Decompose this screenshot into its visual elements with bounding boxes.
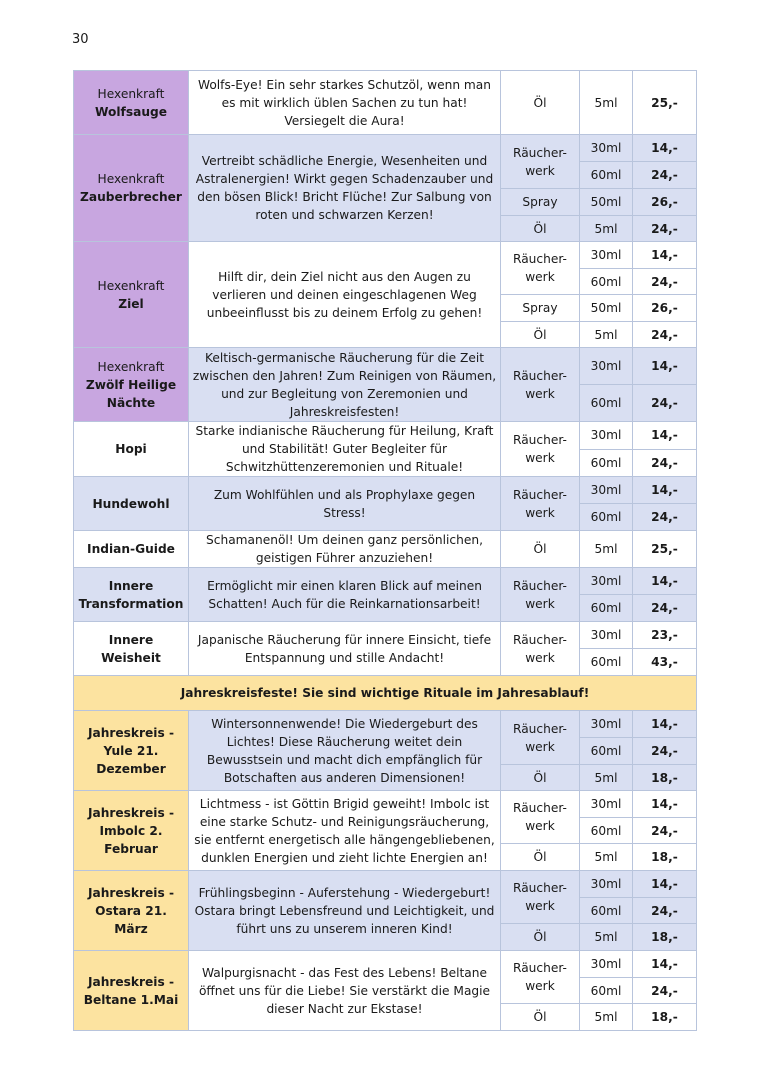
product-type: Öl xyxy=(501,924,580,951)
product-size: 5ml xyxy=(580,1004,633,1031)
product-name-bold: Indian-Guide xyxy=(87,542,175,556)
product-price: 24,- xyxy=(633,504,697,531)
product-price: 24,- xyxy=(633,322,697,348)
product-description: Zum Wohlfühlen und als Prophylaxe gegen Stress! xyxy=(189,477,501,531)
product-description: Schamanenöl! Um deinen ganz persönlichen, geistigen Führer anzuziehen! xyxy=(189,531,501,568)
product-price: 14,- xyxy=(633,348,697,385)
product-price: 26,- xyxy=(633,189,697,216)
product-price: 24,- xyxy=(633,162,697,189)
product-type: Räucher-werk xyxy=(501,871,580,924)
product-price: 43,- xyxy=(633,649,697,676)
product-description: Starke indianische Räucherung für Heilung, Kraft und Stabilität! Guter Begleiter für Schwitzhüttenzeremonien und Rituale! xyxy=(189,422,501,477)
product-name-bold: Jahreskreis - Imbolc 2. Februar xyxy=(87,805,175,856)
product-size: 30ml xyxy=(580,711,633,738)
product-type: Öl xyxy=(501,531,580,568)
table-row xyxy=(74,135,697,162)
product-description: Wintersonnenwende! Die Wiedergeburt des Lichtes! Diese Räucherung weitet dein Bewusstsein und macht dich empfänglich für Botschaften aus anderen Dimensionen! xyxy=(189,711,501,791)
product-size: 60ml xyxy=(580,162,633,189)
table-row xyxy=(74,622,697,649)
product-price: 24,- xyxy=(633,978,697,1004)
product-name xyxy=(74,791,189,871)
product-type: Räucher-werk xyxy=(501,135,580,189)
product-size: 60ml xyxy=(580,818,633,844)
product-name-line: Hexenkraft xyxy=(97,359,165,374)
product-name xyxy=(74,531,189,568)
product-name xyxy=(74,71,189,135)
product-price: 14,- xyxy=(633,422,697,450)
product-type: Räucher-werk xyxy=(501,951,580,1004)
product-size: 60ml xyxy=(580,978,633,1004)
product-price: 24,- xyxy=(633,269,697,295)
product-price: 24,- xyxy=(633,385,697,422)
product-price: 18,- xyxy=(633,844,697,871)
product-type: Räucher-werk xyxy=(501,791,580,844)
product-description: Keltisch-germanische Räucherung für die Zeit zwischen den Jahren! Zum Reinigen von Räumen, und zur Begleitung von Zeremonien und Jahreskreisfesten! xyxy=(189,348,501,422)
product-size: 5ml xyxy=(580,765,633,791)
product-type: Räucher-werk xyxy=(501,711,580,765)
section-header-row xyxy=(74,676,697,711)
product-size: 60ml xyxy=(580,898,633,924)
product-type: Öl xyxy=(501,216,580,242)
product-name-bold: Hopi xyxy=(115,442,147,456)
product-price: 18,- xyxy=(633,1004,697,1031)
product-name xyxy=(74,477,189,531)
product-type: Öl xyxy=(501,71,580,135)
product-price: 25,- xyxy=(633,71,697,135)
product-price: 24,- xyxy=(633,449,697,477)
product-price: 14,- xyxy=(633,477,697,504)
product-name-bold: Jahreskreis - Yule 21. Dezember xyxy=(87,725,175,776)
product-name xyxy=(74,871,189,951)
table-row xyxy=(74,951,697,978)
product-type: Öl xyxy=(501,844,580,871)
product-size: 30ml xyxy=(580,568,633,595)
product-type: Räucher-werk xyxy=(501,242,580,295)
product-price: 23,- xyxy=(633,622,697,649)
product-name-bold: Zwölf Heilige Nächte xyxy=(85,377,177,410)
product-size: 5ml xyxy=(580,216,633,242)
product-size: 30ml xyxy=(580,242,633,269)
product-size: 30ml xyxy=(580,348,633,385)
table-row xyxy=(74,348,697,385)
product-name-bold: Wolfsauge xyxy=(94,104,167,119)
product-name-bold: Zauberbrecher xyxy=(80,190,182,204)
page-number: 30 xyxy=(72,32,89,47)
product-size: 30ml xyxy=(580,871,633,898)
product-name xyxy=(74,242,189,348)
product-price: 24,- xyxy=(633,738,697,765)
product-price: 14,- xyxy=(633,242,697,269)
product-name-bold: Jahreskreis - Beltane 1.Mai xyxy=(83,974,179,1007)
product-type: Räucher-werk xyxy=(501,477,580,531)
table-row xyxy=(74,477,697,504)
product-size: 5ml xyxy=(580,322,633,348)
product-type: Öl xyxy=(501,322,580,348)
product-size: 30ml xyxy=(580,791,633,818)
table-row xyxy=(74,531,697,568)
product-description: Frühlingsbeginn - Auferstehung - Wiedergeburt! Ostara bringt Lebensfreund und Leichtigkeit, und führt uns zu unserem inneren Kind! xyxy=(189,871,501,951)
product-price: 14,- xyxy=(633,568,697,595)
product-type: Räucher-werk xyxy=(501,568,580,622)
product-size: 60ml xyxy=(580,385,633,422)
table-row xyxy=(74,422,697,450)
section-header: Jahreskreisfeste! Sie sind wichtige Rituale im Jahresablauf! xyxy=(74,676,697,711)
product-size: 5ml xyxy=(580,531,633,568)
product-size: 5ml xyxy=(580,924,633,951)
product-name-line: Hexenkraft xyxy=(97,172,165,186)
product-type: Spray xyxy=(501,189,580,216)
product-size: 60ml xyxy=(580,449,633,477)
product-price: 14,- xyxy=(633,791,697,818)
product-size: 60ml xyxy=(580,269,633,295)
product-price: 14,- xyxy=(633,135,697,162)
product-description: Hilft dir, dein Ziel nicht aus den Augen zu verlieren und deinen eingeschlagenen Weg unbeeinflusst bis zu deinem Erfolg zu gehen! xyxy=(189,242,501,348)
product-name xyxy=(74,711,189,791)
product-name xyxy=(74,135,189,242)
table-row xyxy=(74,568,697,595)
product-size: 5ml xyxy=(580,844,633,871)
table-row xyxy=(74,791,697,818)
product-size: 30ml xyxy=(580,422,633,450)
product-name xyxy=(74,951,189,1031)
product-name-bold: Jahreskreis - Ostara 21. März xyxy=(87,885,175,936)
product-size: 30ml xyxy=(580,135,633,162)
product-name-line: Hexenkraft xyxy=(97,278,165,293)
product-size: 60ml xyxy=(580,595,633,622)
product-type: Räucher-werk xyxy=(501,622,580,676)
product-size: 30ml xyxy=(580,951,633,978)
product-name xyxy=(74,568,189,622)
product-size: 50ml xyxy=(580,189,633,216)
product-size: 5ml xyxy=(580,71,633,135)
product-description: Lichtmess - ist Göttin Brigid geweiht! Imbolc ist eine starke Schutz- und Reinigungsräucherung, sie entfernt energetisch alle hängengebliebenen, dunklen Energien und zieht lichte Energien an! xyxy=(189,791,501,871)
product-size: 30ml xyxy=(580,622,633,649)
product-name xyxy=(74,348,189,422)
product-type: Spray xyxy=(501,295,580,322)
product-description: Ermöglicht mir einen klaren Blick auf meinen Schatten! Auch für die Reinkarnationsarbeit! xyxy=(189,568,501,622)
product-size: 50ml xyxy=(580,295,633,322)
table-row xyxy=(74,711,697,738)
product-type: Räucher-werk xyxy=(501,348,580,422)
product-price: 14,- xyxy=(633,871,697,898)
product-price: 24,- xyxy=(633,595,697,622)
product-type: Räucher-werk xyxy=(501,422,580,477)
product-description: Japanische Räucherung für innere Einsicht, tiefe Entspannung und stille Andacht! xyxy=(189,622,501,676)
product-price: 24,- xyxy=(633,818,697,844)
product-type: Öl xyxy=(501,1004,580,1031)
product-type: Öl xyxy=(501,765,580,791)
table-row xyxy=(74,71,697,135)
product-name-bold: Ziel xyxy=(118,296,144,311)
product-price: 14,- xyxy=(633,711,697,738)
product-price-table xyxy=(73,70,697,1031)
product-price: 25,- xyxy=(633,531,697,568)
product-name xyxy=(74,622,189,676)
product-description: Walpurgisnacht - das Fest des Lebens! Beltane öffnet uns für die Liebe! Sie verstärkt die Magie dieser Nacht zur Ekstase! xyxy=(189,951,501,1031)
product-name-bold: Innere Weisheit xyxy=(101,632,161,665)
product-price: 18,- xyxy=(633,924,697,951)
product-description: Wolfs-Eye! Ein sehr starkes Schutzöl, wenn man es mit wirklich üblen Sachen zu tun hat! Versiegelt die Aura! xyxy=(189,71,501,135)
product-name xyxy=(74,422,189,477)
product-name-line: Hexenkraft xyxy=(97,86,165,101)
product-price: 26,- xyxy=(633,295,697,322)
product-price: 18,- xyxy=(633,765,697,791)
product-price: 24,- xyxy=(633,898,697,924)
table-row xyxy=(74,871,697,898)
product-description: Vertreibt schädliche Energie, Wesenheiten und Astralenergien! Wirkt gegen Schadenzauber und den bösen Blick! Bricht Flüche! Zur Salbung von roten und schwarzen Kerzen! xyxy=(189,135,501,242)
product-size: 60ml xyxy=(580,649,633,676)
product-name-bold: Hundewohl xyxy=(92,496,170,511)
table-row xyxy=(74,242,697,269)
product-size: 60ml xyxy=(580,504,633,531)
product-name-bold: Innere Transformation xyxy=(78,578,184,611)
product-price: 24,- xyxy=(633,216,697,242)
product-size: 60ml xyxy=(580,738,633,765)
product-price: 14,- xyxy=(633,951,697,978)
product-size: 30ml xyxy=(580,477,633,504)
